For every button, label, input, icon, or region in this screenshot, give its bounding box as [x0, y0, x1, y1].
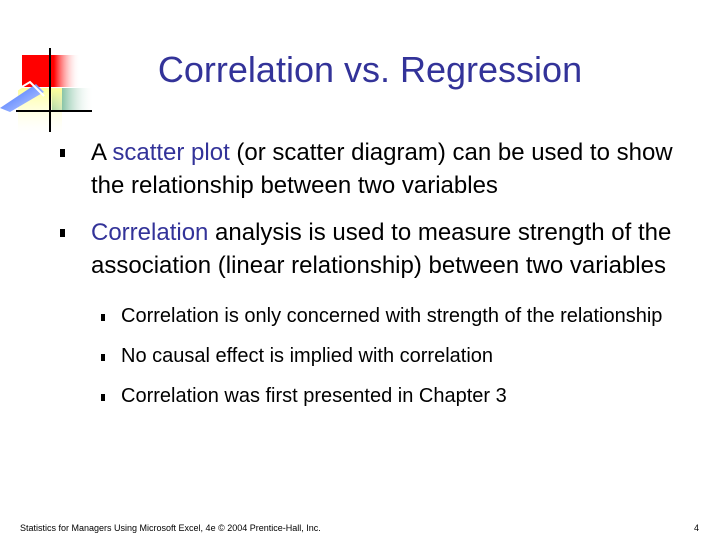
slide-title: Correlation vs. Regression	[157, 49, 583, 90]
square-bullet-icon	[60, 149, 65, 157]
square-bullet-icon	[101, 314, 105, 321]
sub-bullet-item	[60, 342, 710, 370]
slide-footer: Statistics for Managers Using Microsoft Excel, 4e © 2004 Prentice-Hall, Inc.	[20, 523, 321, 533]
bullet-item	[60, 136, 710, 202]
bullet-list	[60, 136, 710, 422]
slide-logo-icon	[0, 0, 100, 140]
bullet-text-after: (or scatter diagram) can be used to show the relationship between two variables	[91, 139, 673, 199]
sub-bullet-text: Correlation is only concerned with strength of the relationship	[121, 305, 663, 327]
sub-bullet-item	[60, 382, 710, 410]
sub-bullet-text: No causal effect is implied with correlation	[121, 345, 494, 367]
bullet-text-after: analysis is used to measure strength of the association (linear relationship) between two variables	[91, 219, 672, 279]
bullet-text-before: A	[91, 139, 113, 166]
bullet-item	[60, 216, 710, 282]
bullet-highlight-term: Correlation	[91, 219, 209, 246]
sub-bullet-list	[60, 302, 710, 410]
sub-bullet-text: Correlation was first presented in Chapter 3	[121, 385, 507, 407]
square-bullet-icon	[101, 354, 105, 361]
page-number: 4	[694, 523, 700, 533]
square-bullet-icon	[60, 229, 65, 237]
sub-bullet-item	[60, 302, 710, 330]
square-bullet-icon	[101, 394, 105, 401]
bullet-highlight-term: scatter plot	[112, 139, 230, 166]
